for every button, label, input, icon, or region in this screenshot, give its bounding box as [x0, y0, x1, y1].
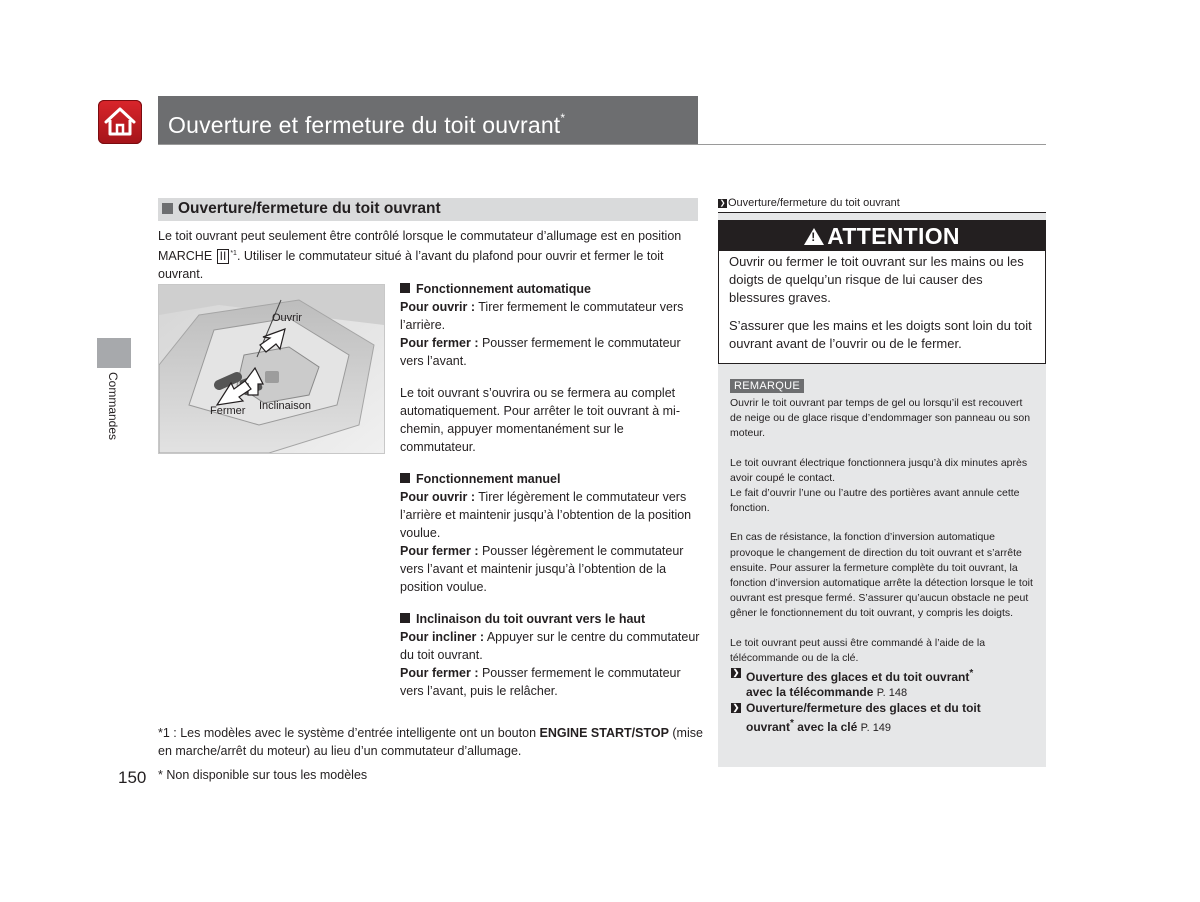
sunroof-switch-photo: [158, 284, 385, 454]
note-remote: Le toit ouvrant peut aussi être commandé à l’aide de la télécommande ou de la clé.: [730, 636, 986, 664]
ignition-key-symbol: II: [217, 249, 230, 264]
section-square-icon: [162, 203, 173, 214]
side-tab-label: Commandes: [106, 372, 120, 441]
footnote-availability: * Non disponible sur tous les modèles: [158, 768, 368, 782]
auto-heading: Fonctionnement automatique: [400, 280, 700, 298]
label-ouvrir: Ouvrir: [272, 312, 302, 324]
page-number: 150: [118, 768, 147, 787]
attention-text: Ouvrir ou fermer le toit ouvrant sur les mains ou les doigts de quelqu’un risque de lui causer des blessures graves. S’assurer que les mains et les doigts sont loin du toit ouvrant avant de l’ouvrir ou de le fermer.: [729, 254, 1032, 351]
home-button[interactable]: [98, 100, 142, 144]
bullet-square-icon: [400, 613, 410, 623]
reference-link-remote[interactable]: ❯ Ouverture des glaces et du toit ouvrant* avec la télécommande P. 148: [732, 668, 974, 700]
reference-arrow-icon: ❯: [732, 668, 740, 678]
instructions-column: [400, 280, 700, 700]
manual-open: Pour ouvrir : Tirer légèrement le commutateur vers l’arrière et maintenir jusqu’à l’obtention de la position voulue.: [400, 490, 692, 540]
intro-footnote-mark: *1: [230, 250, 237, 257]
sidebar-arrow-icon: ❯: [719, 200, 726, 207]
auto-open: Pour ouvrir : Tirer fermement le commutateur vers l’arrière.: [400, 300, 684, 332]
home-icon: [98, 100, 142, 144]
auto-close: Pour fermer : Pousser fermement le commutateur vers l’avant.: [400, 336, 681, 368]
auto-paragraph: Le toit ouvrant s’ouvrira ou se fermera au complet automatiquement. Pour arrêter le toit ouvrant à mi-chemin, appuyer momentanément sur le commutateur.: [400, 386, 680, 454]
reference-link-key[interactable]: ❯ Ouverture/fermeture des glaces et du toit ouvrant* avec la clé P. 149: [732, 701, 981, 735]
tilt-instruction: Pour incliner : Appuyer sur le centre du commutateur du toit ouvrant.: [400, 630, 700, 662]
note-auto-reverse: En cas de résistance, la fonction d’inversion automatique provoque le changement de direction du toit ouvrant et s’arrête ensuite. Pour assurer la fermeture complète du toit ouvrant, la fonction d’inversion automatique arrête la détection lorsque le toit ouvrant est presque fermé. S’assurer qu’aucun obstacle ne peut gêner le fonctionnement du toit ouvrant, y compris les doigts.: [730, 531, 1033, 620]
title-footnote-mark: *: [560, 111, 566, 126]
sidebar-notes: [730, 396, 1036, 736]
reference-arrow-icon: ❯: [732, 703, 740, 713]
attention-title: !ATTENTION: [719, 221, 1045, 251]
sunroof-switch-illustration: [159, 285, 384, 453]
tilt-close: Pour fermer : Pousser fermement le commutateur vers l’avant, puis le relâcher.: [400, 666, 681, 698]
manual-heading: Fonctionnement manuel: [400, 470, 700, 488]
footnote-1: *1 : Les modèles avec le système d’entrée intelligente ont un bouton ENGINE START/STOP (mise en marche/arrêt du moteur) au lieu d’un commutateur d’allumage.: [158, 726, 703, 758]
intro-paragraph: Le toit ouvrant peut seulement être contrôlé lorsque le commutateur d’allumage est en position MARCHE II $^{*1}$. Utiliser le commutateur situé à l’avant du plafond pour ouvrir et fermer le toit ouvrant.: [158, 229, 682, 282]
note-frost: Ouvrir le toit ouvrant par temps de gel ou lorsqu’il est recouvert de neige ou de glace risque d’endommager son panneau ou son moteur.: [730, 397, 1031, 440]
tilt-heading: Inclinaison du toit ouvrant vers le haut: [400, 610, 700, 628]
title-rule: [158, 144, 1046, 145]
bullet-square-icon: [400, 283, 410, 293]
note-timer: Le toit ouvrant électrique fonctionnera jusqu’à dix minutes après avoir coupé le contact. Le fait d’ouvrir l’une ou l’autre des portières avant annule cette fonction.: [730, 456, 1028, 515]
bullet-square-icon: [400, 473, 410, 483]
warning-triangle-icon: [804, 228, 824, 245]
remarque-badge: REMARQUE: [730, 379, 804, 393]
label-inclinaison: Inclinaison: [259, 400, 311, 412]
side-tab[interactable]: [97, 338, 131, 368]
label-fermer: Fermer: [210, 405, 246, 417]
sidebar-heading: Ouverture/fermeture du toit ouvrant: [728, 197, 900, 209]
section-title: Ouverture/fermeture du toit ouvrant: [178, 200, 441, 217]
page-title: Ouverture et fermeture du toit ouvrant*: [168, 111, 566, 138]
manual-close: Pour fermer : Pousser légèrement le commutateur vers l’avant et maintenir jusqu’à l’obtention de la position voulue.: [400, 544, 684, 594]
